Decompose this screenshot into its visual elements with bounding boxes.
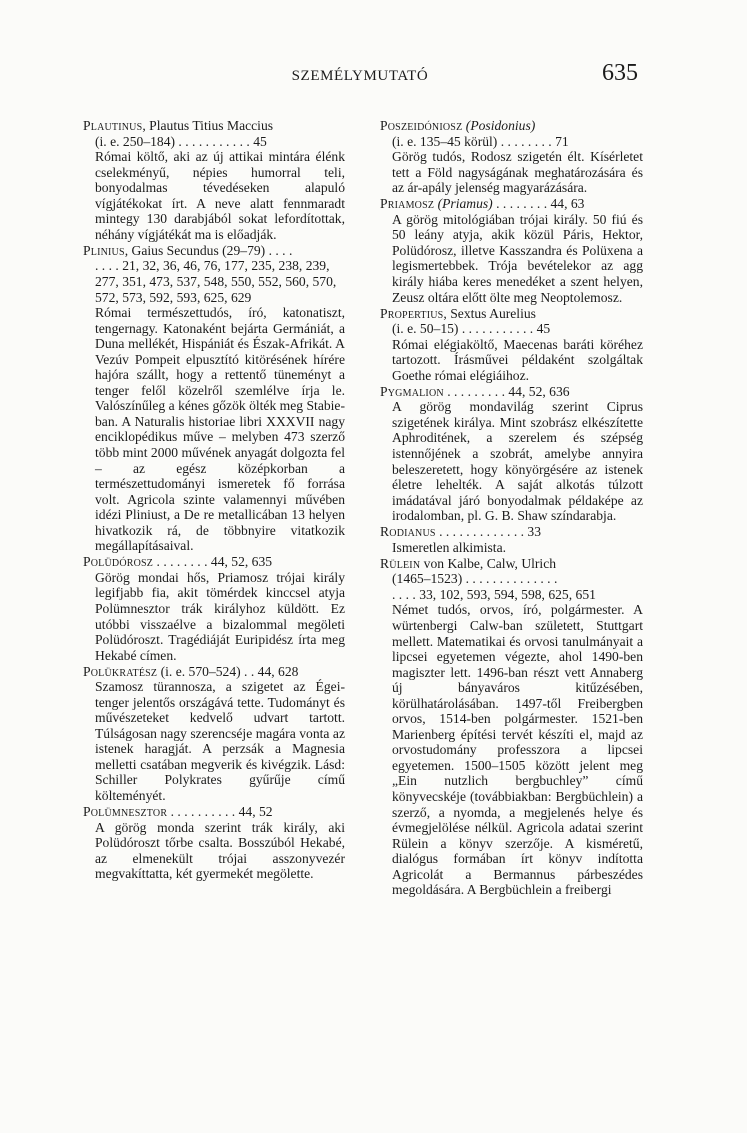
index-entry-poludorosz (83, 554, 345, 663)
entry-pages: . . . . . . . . 44, 63 (492, 196, 585, 212)
entry-description: Ismeretlen alkimista. (392, 539, 507, 555)
index-entry-plinius (83, 243, 345, 554)
entry-name: Poszeidóniosz (380, 118, 463, 133)
entry-dates-pages: (i. e. 250–184) . . . . . . . . . . . 45 (95, 133, 267, 149)
entry-pages: . . . . 33, 102, 593, 594, 598, 625, 651 (392, 586, 596, 602)
entry-name: Polümnesztor (83, 804, 168, 820)
index-entry-polukratesz (83, 664, 345, 804)
entry-pages: . . . . . . . . . . 44, 52 (167, 804, 273, 820)
entry-description: Római természettudós, író, katonatiszt, tengernagy. Katonaként bejárta Germániát, a Duna mellékét, Hispániát és Észak-Afrikát. A Vezúv Pompeit elpusztító kitörésének hírére hajóra szállt, hogy a rettentő tüneményt a tenger felől közelről szemlélve írja le. Valószínűleg a kénes gőzök ölték meg Stabie-ban. A Naturalis historiae libri XXXVII nagy enciklopédikus műve – melyben 473 szerző több mint 2000 művének anyagát dolgozta fel – az egész középkorban a természettudományi ismeretek fő forrása volt. Agricola szinte valamennyi művében idézi Pliniust, a De re metallicában 13 helyen hivatkozik rá, de többnyire vitatkozik megállapításaival. (95, 305, 345, 554)
entry-name: Pygmalion (380, 383, 444, 399)
entry-description: Görög tudós, Rodosz szigetén élt. Kísérletet tett a Föld nagyságának meghatározására és az ár-apály jelenség magyarázására. (392, 149, 643, 196)
entry-description: Görög mondai hős, Priamosz trójai király legifjabb fia, akit tömérdek kinccsel atyja Polümnesztor trák királyhoz küldött. Ez utóbbi visszaélve a bizalommal megöleti Polüdóroszt. Tragédiáját Euripidész írta meg Hekabé címen. (95, 569, 345, 663)
entry-pages: . . . . . . . . . 44, 52, 636 (443, 383, 570, 399)
index-entry-pygmalion (380, 384, 643, 524)
entry-dates: (1465–1523) . . . . . . . . . . . . . . (392, 571, 558, 587)
entry-name-rest: von Kalbe, Calw, Ulrich (420, 555, 557, 571)
entry-pages: . . . . 21, 32, 36, 46, 76, 177, 235, 238, 239, 277, 351, 473, 537, 548, 550, 552, 560, 570, 572, 573, 592, 593, 625, 629 (95, 258, 337, 305)
entry-name: Propertius (380, 305, 444, 321)
entry-dates-pages: (i. e. 50–15) . . . . . . . . . . . 45 (392, 321, 551, 337)
index-entry-poszeidoniosz (380, 118, 643, 196)
page-number: 635 (602, 60, 638, 86)
index-entry-rulein (380, 556, 643, 898)
entry-name-rest: , Plautus Titius Maccius (142, 118, 274, 133)
entry-name: Plautinus (83, 118, 143, 133)
index-entry-polumnesztor (83, 804, 345, 882)
index-entry-propertius (380, 306, 643, 384)
entry-pages: . . . . . . . . 44, 52, 635 (153, 554, 273, 570)
entry-description: A görög monda szerint trák király, aki Polüdóroszt tőrbe csalta. Bosszúból Hekabé, az elmenekült trójai asszonyvezér megvakíttatta, két gyermekét megölette. (95, 819, 345, 882)
entry-name-rest: , Gaius Secundus (29–79) . . . . (124, 242, 293, 258)
entry-description: Római elégiaköltő, Maecenas baráti köréhez tartozott. Írásművei példaként szolgáltak Goethe római elégiáihoz. (392, 336, 643, 383)
entry-name: Priamosz (380, 196, 435, 212)
index-entry-plautinus (83, 118, 345, 242)
left-column (83, 118, 345, 882)
running-head-title: SZEMÉLYMUTATÓ (291, 68, 429, 84)
entry-pages: . . . . . . . . . . . . . 33 (435, 524, 542, 540)
entry-description: A görög mitológiában trójai király. 50 fiú és 50 leány atyja, akik közül Páris, Hektor, Polüdórosz, illetve Kasszandra és Polüxena a legismertebbek. Trója bevételekor az agg király hiába keres menedéket a szent helyen, Zeusz oltára előtt ölte meg Neoptolemosz. (392, 211, 643, 305)
entry-description: Német tudós, orvos, író, polgármester. A würtenbergi Calw-ban született, Stuttgart mellett. Matematikai és orvosi tanulmányait a lipcsei egyetemen végezte, ahol 1490-ben magiszter lett. 1496-ban részt vett Annaberg új bányaváros kitűzésében, körülhatárolásában. 1497-től Freibergben orvos, 1514-ben polgármester. 1521-ben Marienberg építési tervét készíti el, majd az orvostudomány professzora a lipcsei egyetemen. 1500–1505 között jelent meg „Ein nutzlich bergbuchley” című könyvecskéje (továbbiakban: Bergbüchlein) a szerző, a nyomda, a megjelenés helye és évmegjelölése nélkül. Agricola adatai szerint Rülein a könyv szerzője. A kisméretű, dialógus formában írt könyv indította Agricolát a Bermannus párbeszédes megoldására. A Bergbüchlein a freibergi (392, 602, 643, 898)
entry-name: Plinius (83, 242, 125, 258)
entry-name: Rülein (380, 555, 421, 571)
entry-name: Polükratész (83, 663, 158, 679)
entry-alt-name: (Posidonius) (465, 118, 536, 133)
entry-alt-name: (Priamus) (437, 196, 493, 212)
entry-dates-pages: (i. e. 570–524) . . 44, 628 (157, 663, 299, 679)
entry-dates-pages: (i. e. 135–45 körül) . . . . . . . . 71 (392, 133, 569, 149)
right-column (380, 118, 643, 898)
index-entry-rodianus (380, 524, 643, 555)
index-entry-priamosz (380, 196, 643, 305)
entry-name: Rodianus (380, 524, 436, 540)
entry-description: Szamosz türannosza, a szigetet az Égei-tenger jelentős országává tette. Tudományt és művészeteket kedvelő udvart tartott. Túlságosan nagy szerencséje magára vonta az istenek haragját. A perzsák a Magnesia melletti csatában megverik és kivégzik. Lásd: Schiller Polykrates gyűrűje című költeményét. (95, 679, 345, 804)
entry-description: Római költő, aki az új attikai mintára élénk cselekményű, népies humorral teli, bonyodalmas tévedéseken alapuló vígjátékokat írt. A neve alatt fennmaradt mintegy 130 darabjából sokat lefordítottak, néhány vígjátékát ma is előadják. (95, 149, 345, 242)
entry-name: Polüdórosz (83, 554, 154, 570)
entry-description: A görög mondavilág szerint Ciprus szigetének királya. Mint szobrász elkészítette Aphroditének, a szerelem és szépség istennőjének a szobrát, amelybe annyira beleszeretett, hogy könyörgésére az istenek életre lehelték. A saját alkotás túlzott imádatával járó bonyodalmak példaképe az irodalomban, pl. G. B. Shaw színdarabja. (392, 399, 643, 524)
entry-name-rest: , Sextus Aurelius (443, 305, 536, 321)
